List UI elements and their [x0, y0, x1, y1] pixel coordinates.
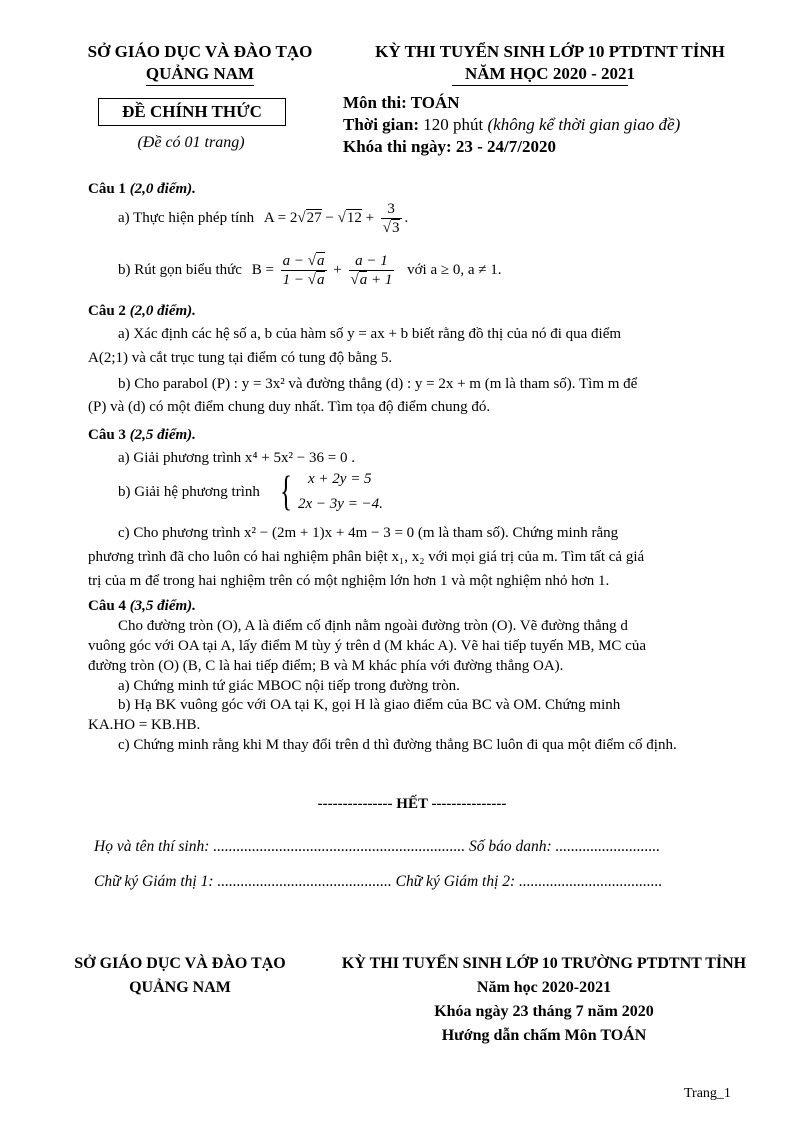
- question-4c: c) Chứng minh rằng khi M thay đổi trên d thì đường thẳng BC luôn đi qua một điểm cố định.: [118, 737, 677, 753]
- time-line: [343, 115, 680, 135]
- question-2a-line2: A(2;1) và cắt trục tung tại điểm có tung độ bằng 5.: [88, 350, 393, 366]
- question-4b-line2: KA.HO = KB.HB.: [88, 717, 201, 733]
- school-year-underline: [452, 85, 628, 86]
- question-2b-line2: (P) và (d) có một điểm chung duy nhất. Tìm tọa độ điểm chung đó.: [88, 399, 491, 415]
- question-3c-line3: trị của m để trong hai nghiệm trên có một nghiệm lớn hơn 1 và một nghiệm nhỏ hơn 1.: [88, 573, 610, 589]
- question-2a-line1: a) Xác định các hệ số a, b của hàm số y = ax + b biết rằng đồ thị của nó đi qua điểm: [118, 326, 622, 342]
- question-3c-line2: phương trình đã cho luôn có hai nghiệm phân biệt x₁, x₂ với mọi giá trị của m. Tìm tất cả giá: [88, 549, 645, 565]
- answer-school-year: Năm học 2020-2021: [476, 979, 612, 996]
- end-mark: --------------- HẾT ---------------: [317, 796, 507, 812]
- question-2b-line1: b) Cho parabol (P) : y = 3x² và đường thẳng (d) : y = 2x + m (m là tham số). Tìm m để: [118, 376, 638, 392]
- question-2-title: Câu 2 (2,0 điểm).: [88, 303, 196, 319]
- question-3c-line1: c) Cho phương trình x² − (2m + 1)x + 4m − 3 = 0 (m là tham số). Chứng minh rằng: [118, 525, 619, 541]
- answer-department-name: SỞ GIÁO DỤC VÀ ĐÀO TẠO: [74, 955, 286, 972]
- question-4-intro-line1: Cho đường tròn (O), A là điểm cố định nằm ngoài đường tròn (O). Vẽ đường thẳng d: [118, 618, 628, 634]
- time-label: Thời gian:: [343, 115, 420, 134]
- system-equation-2: 2x − 3y = −4.: [298, 496, 383, 512]
- question-4-title: Câu 4 (3,5 điểm).: [88, 598, 196, 614]
- exam-date: Khóa thi ngày: 23 - 24/7/2020: [343, 137, 556, 156]
- answer-province-name: QUẢNG NAM: [129, 979, 231, 996]
- province-name: QUẢNG NAM: [145, 64, 255, 83]
- system-brace: {: [280, 469, 293, 515]
- subject-label: Môn thi: TOÁN: [343, 93, 460, 112]
- question-4a: a) Chứng minh tứ giác MBOC nội tiếp trong đường tròn.: [118, 678, 460, 694]
- answer-exam-title: KỲ THI TUYỂN SINH LỚP 10 TRƯỜNG PTDTNT TỈNH: [341, 955, 747, 972]
- page-number: Trang_1: [684, 1086, 731, 1101]
- exam-title: KỲ THI TUYỂN SINH LỚP 10 PTDTNT TỈNH: [375, 42, 725, 61]
- question-3-title: Câu 3 (2,5 điểm).: [88, 427, 196, 443]
- candidate-name-line: Họ và tên thí sinh: ................................................................. Số báo danh: ...........................: [94, 838, 661, 855]
- question-4b-line1: b) Hạ BK vuông góc với OA tại K, gọi H là giao điểm của BC và OM. Chứng minh: [118, 697, 621, 713]
- supervisor-signature-line: Chữ ký Giám thị 1: ............................................. Chữ ký Giám thị 2: .....................................: [94, 873, 663, 890]
- question-1a: a) Thực hiện phép tính A = 2√27 − √12 + $\frac{3}{√3}$ .: [118, 201, 409, 236]
- school-year: NĂM HỌC 2020 - 2021: [465, 64, 635, 83]
- question-1b: b) Rút gọn biểu thức B = $\frac{a - √a}{1 - √a}$ + $\frac{a - 1}{√a + 1}$ với a ≥ 0, a ≠ 1.: [118, 253, 502, 288]
- question-1-title: Câu 1 (2,0 điểm).: [88, 181, 196, 197]
- question-3b-label: b) Giải hệ phương trình: [118, 484, 260, 500]
- department-name: SỞ GIÁO DỤC VÀ ĐÀO TẠO: [87, 42, 313, 61]
- answer-guide-title: Hướng dẫn chấm Môn TOÁN: [441, 1027, 647, 1044]
- official-exam-box: ĐỀ CHÍNH THỨC: [98, 98, 286, 126]
- answer-exam-date: Khóa ngày 23 tháng 7 năm 2020: [434, 1003, 654, 1020]
- time-note: (không kể thời gian giao đề): [487, 115, 681, 134]
- time-value: 120 phút: [423, 115, 484, 134]
- pages-note: (Đề có 01 trang): [137, 134, 245, 151]
- question-4-intro-line2: vuông góc với OA tại A, lấy điểm M tùy ý trên d (M khác A). Vẽ hai tiếp tuyến MB, MC của: [88, 638, 646, 654]
- province-underline: [146, 85, 254, 86]
- question-4-intro-line3: đường tròn (O) (B, C là hai tiếp điểm; B và M khác phía với đường thẳng OA).: [88, 658, 564, 674]
- question-3a: a) Giải phương trình x⁴ + 5x² − 36 = 0 .: [118, 450, 355, 466]
- system-equation-1: x + 2y = 5: [308, 471, 372, 487]
